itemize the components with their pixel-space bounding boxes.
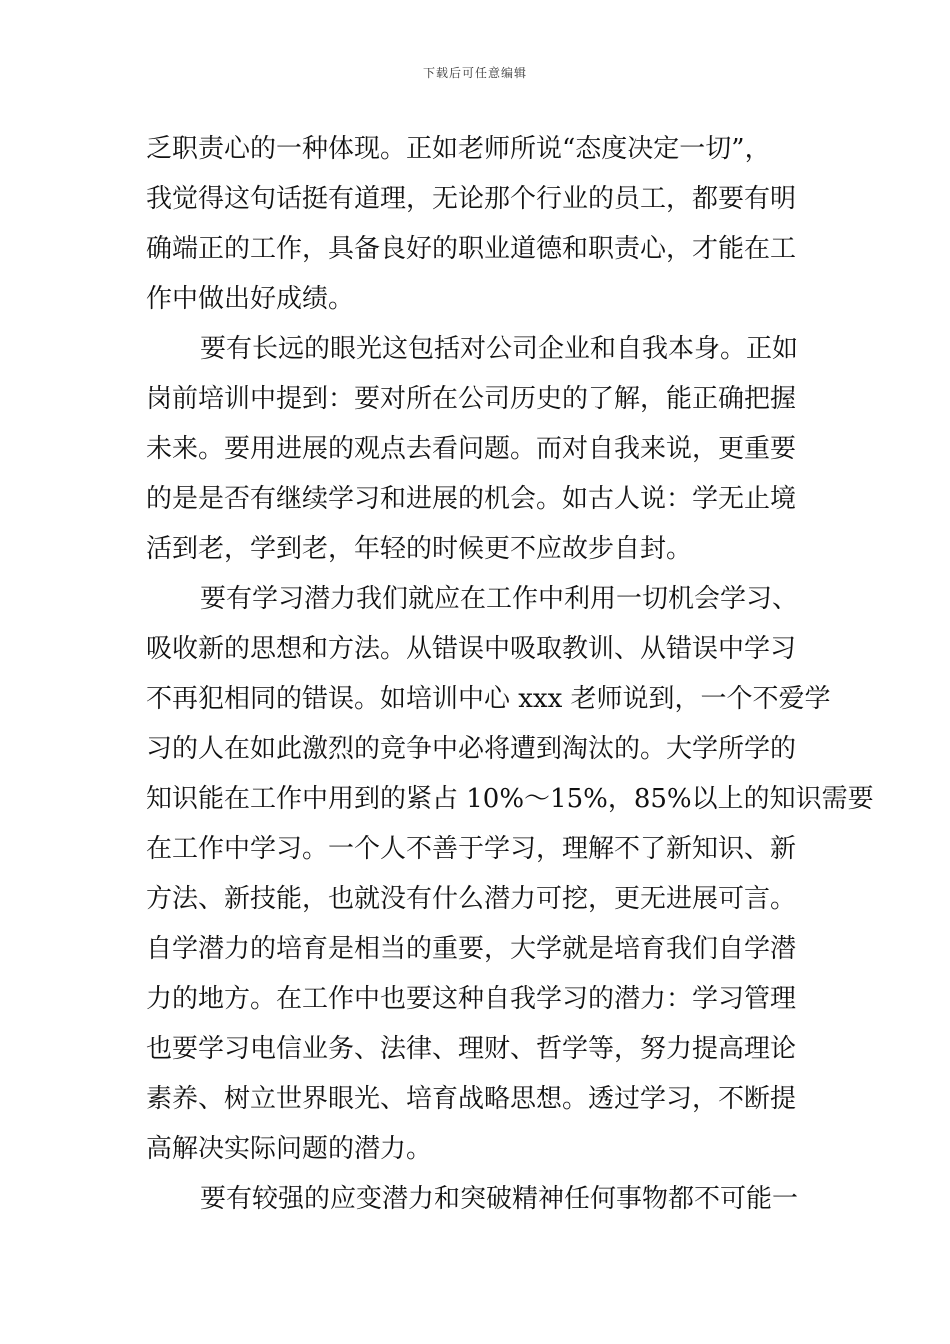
text-line: 未来。要用进展的观点去看问题。而对自我来说，更重要 xyxy=(146,434,797,464)
text-line: 岗前培训中提到：要对所在公司历史的了解，能正确把握 xyxy=(146,384,797,414)
text-line: 习的人在如此激烈的竞争中必将遭到淘汰的。大学所学的 xyxy=(146,734,797,764)
text-line: 活到老，学到老，年轻的时候更不应故步自封。 xyxy=(146,534,693,564)
paragraph-start-line: 要有长远的眼光这包括对公司企业和自我本身。正如 xyxy=(200,334,799,364)
text-line: 乏职责心的一种体现。正如老师所说“态度决定一切”， xyxy=(146,134,771,164)
text-line: 确端正的工作，具备良好的职业道德和职责心，才能在工 xyxy=(146,234,797,264)
text-line: 力的地方。在工作中也要这种自我学习的潜力：学习管理 xyxy=(146,984,797,1014)
paragraph-start-line: 要有学习潜力我们就应在工作中利用一切机会学习、 xyxy=(200,584,799,614)
text-line: 知识能在工作中用到的紧占 10%～15%，85%以上的知识需要 xyxy=(146,784,874,814)
text-line: 作中做出好成绩。 xyxy=(146,284,355,314)
text-line: 不再犯相同的错误。如培训中心 xxx 老师说到，一个不爱学 xyxy=(146,684,831,714)
page-header: 下载后可任意编辑 xyxy=(422,66,527,80)
text-line: 吸收新的思想和方法。从错误中吸取教训、从错误中学习 xyxy=(146,634,797,664)
text-line: 高解决实际问题的潜力。 xyxy=(146,1134,433,1164)
text-line: 自学潜力的培育是相当的重要，大学就是培育我们自学潜 xyxy=(146,934,797,964)
paragraph-start-line: 要有较强的应变潜力和突破精神任何事物都不可能一 xyxy=(200,1184,799,1214)
text-line: 方法、新技能，也就没有什么潜力可挖，更无进展可言。 xyxy=(146,884,797,914)
text-line: 的是是否有继续学习和进展的机会。如古人说：学无止境 xyxy=(146,484,797,514)
text-line: 素养、树立世界眼光、培育战略思想。透过学习，不断提 xyxy=(146,1084,797,1114)
text-line: 我觉得这句话挺有道理，无论那个行业的员工，都要有明 xyxy=(146,184,797,214)
text-line: 在工作中学习。一个人不善于学习，理解不了新知识、新 xyxy=(146,834,797,864)
document-body xyxy=(146,124,874,1224)
text-line: 也要学习电信业务、法律、理财、哲学等，努力提高理论 xyxy=(146,1034,797,1064)
